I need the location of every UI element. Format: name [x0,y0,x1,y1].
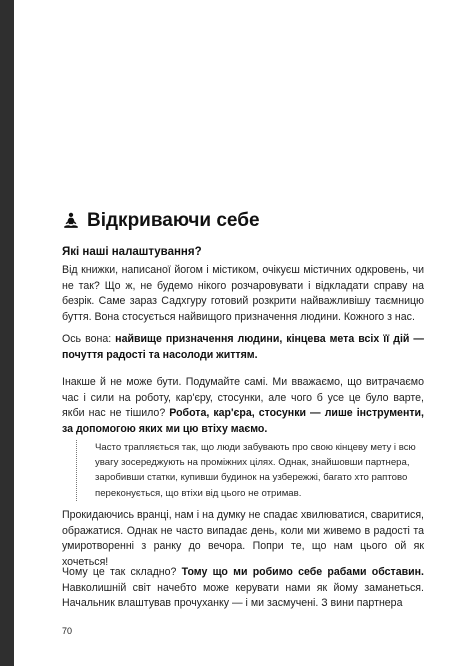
book-page [62,0,424,666]
paragraph-why [62,565,424,612]
paragraph-intro: Від книжки, написаної йогом і містиком, очікуєш містичних одкровень, чи не так? Що ж, не будемо нікого розчаровувати і відкладати справу на безрік. Саме зараз Садхгуру готовий розкрити найважливішу таємницю буття. Вона стосується найвищого призначення людини. Кожного з нас. [62,264,424,323]
paragraph-tools-lead: Інакше й не може бути. Подумайте самі. Ми вважаємо, що витрачаємо час і сили на роботу, кар'єру, стосунки, але чого б усе це було варте, якби нас не тішило? [62,376,424,420]
paragraph-why-rest: Навколишній світ начебто може керувати нами як йому заманеться. Начальник влаштував прочуханку — і ми засмучені. З вини партнера [62,581,424,610]
paragraph-purpose [62,332,424,363]
paragraph-purpose-bold: найвище призначення людини, кінцева мета всіх її дій — почуття радості та насолоди життям. [62,333,425,361]
book-spine-edge [0,0,14,666]
section-subheading: Які наші налаштування? [62,246,202,258]
paragraph-tools-bold: Робота, кар'єра, стосунки — лише інструменти, за допомогою яких ми цю втіху маємо. [62,407,424,435]
paragraph-morning: Прокидаючись вранці, нам і на думку не спадає хвилюватися, сваритися, ображатися. Однак не часто випадає день, коли ми живемо в радості та умиротворенні з ранку до вечора. Попри те, що нам цього ой як хочеться! [62,509,424,568]
pull-quote: Часто трапляється так, що люди забувають про свою кінцеву мету і всю увагу зосереджують на проміжних цілях. Однак, знайшовши партнера, заробивши статки, купивши будинок на узбережжі, багато хто раптово переконується, що втіхи від цього не отримав. [76,440,435,501]
paragraph-why-lead: Чому це так складно? [62,566,182,578]
paragraph-tools [62,375,424,437]
chapter-heading [62,210,424,232]
paragraph-purpose-lead: Ось вона: [62,333,116,345]
meditation-figure-icon [62,212,80,230]
chapter-title: Відкриваючи себе [87,210,260,231]
paragraph-why-bold: Тому що ми робимо себе рабами обставин. [181,566,425,578]
page-number: 70 [62,626,73,636]
